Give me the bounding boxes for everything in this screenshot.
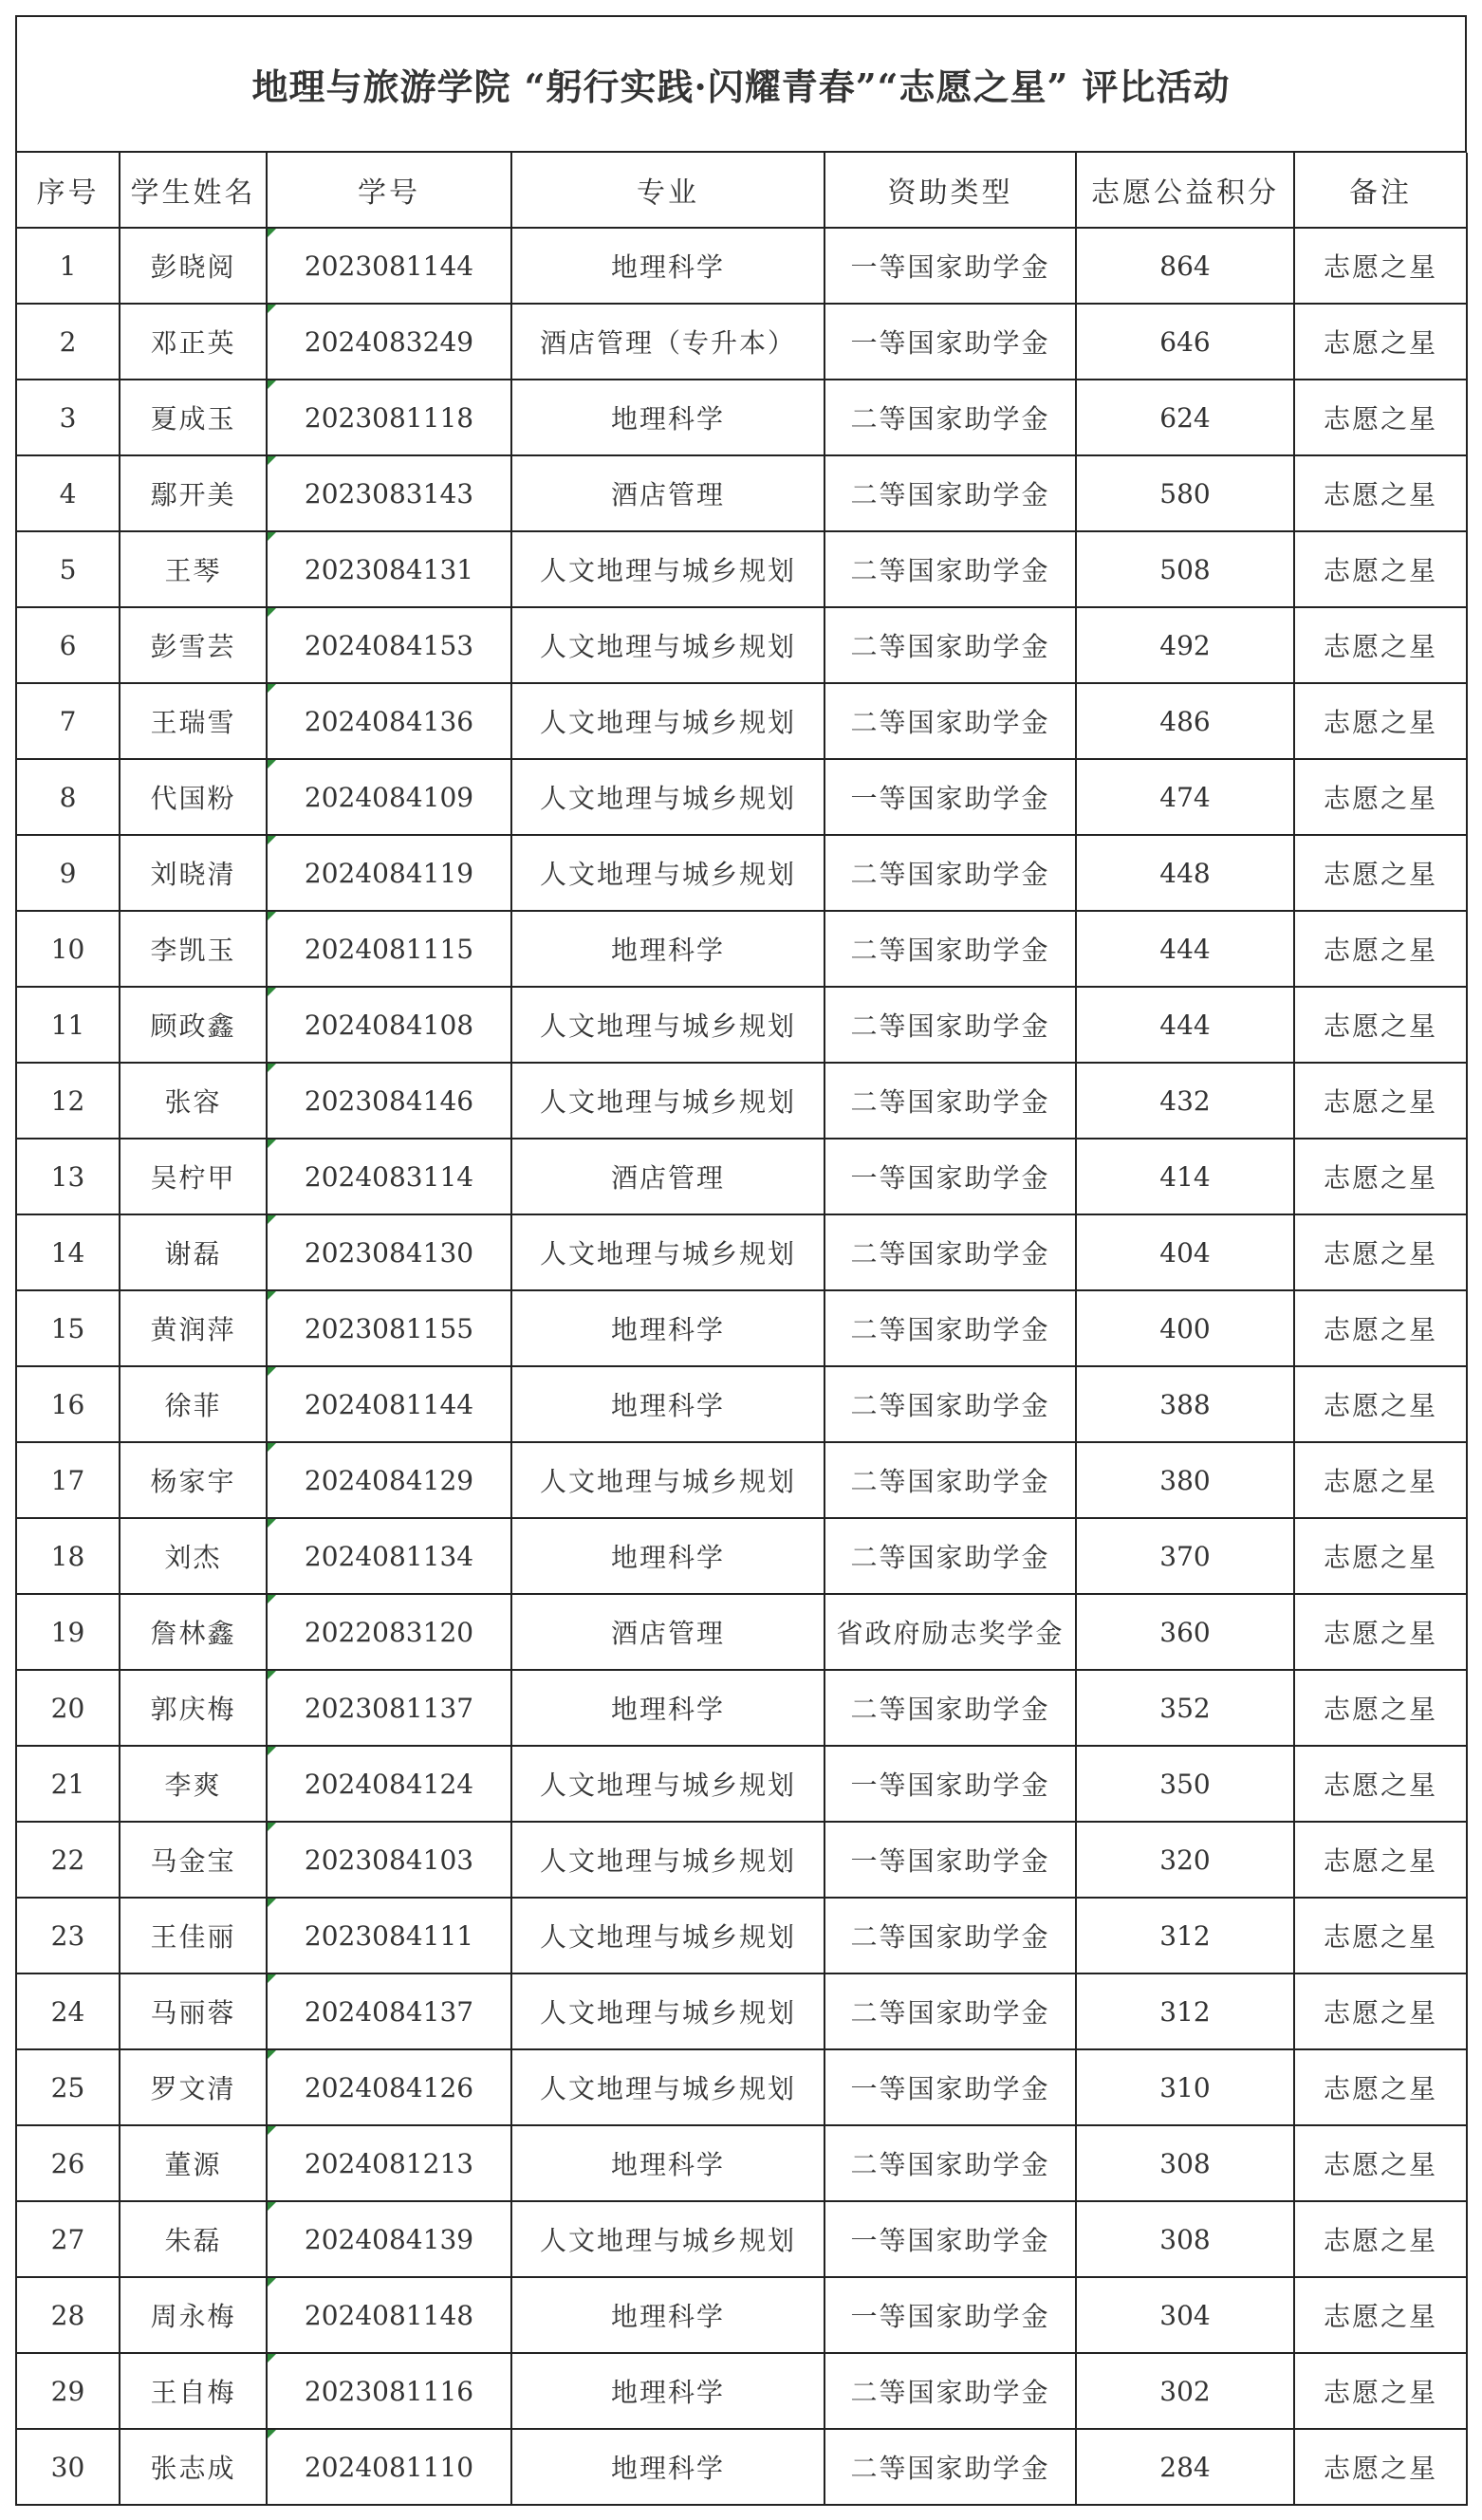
cell-major: 地理科学 <box>511 228 824 304</box>
cell-index: 7 <box>17 683 120 759</box>
cell-remark: 志愿之星 <box>1294 1063 1467 1139</box>
cell-index: 29 <box>17 2353 120 2429</box>
cell-volunteer-points: 492 <box>1076 607 1294 683</box>
cell-remark: 志愿之星 <box>1294 455 1467 531</box>
cell-aid-type: 二等国家助学金 <box>824 2429 1076 2505</box>
cell-index: 13 <box>17 1139 120 1214</box>
cell-index: 21 <box>17 1746 120 1822</box>
cell-volunteer-points: 474 <box>1076 759 1294 835</box>
cell-index: 16 <box>17 1366 120 1442</box>
cell-aid-type: 一等国家助学金 <box>824 2049 1076 2125</box>
cell-student-id: 2024084136 <box>267 683 511 759</box>
cell-volunteer-points: 320 <box>1076 1822 1294 1898</box>
cell-remark: 志愿之星 <box>1294 987 1467 1063</box>
cell-major: 人文地理与城乡规划 <box>511 987 824 1063</box>
cell-aid-type: 二等国家助学金 <box>824 1973 1076 2049</box>
cell-student-id: 2024083114 <box>267 1139 511 1214</box>
cell-student-id: 2024081144 <box>267 1366 511 1442</box>
cell-volunteer-points: 432 <box>1076 1063 1294 1139</box>
cell-aid-type: 二等国家助学金 <box>824 1670 1076 1746</box>
cell-major: 地理科学 <box>511 1366 824 1442</box>
cell-student-name: 王琴 <box>120 531 267 607</box>
cell-remark: 志愿之星 <box>1294 1214 1467 1290</box>
award-list-sheet <box>15 15 1467 2506</box>
cell-remark: 志愿之星 <box>1294 1898 1467 1973</box>
cell-major: 地理科学 <box>511 2429 824 2505</box>
cell-student-name: 马金宝 <box>120 1822 267 1898</box>
cell-student-id: 2023084131 <box>267 531 511 607</box>
cell-index: 23 <box>17 1898 120 1973</box>
cell-student-name: 罗文清 <box>120 2049 267 2125</box>
table-row <box>17 759 1467 835</box>
cell-major: 地理科学 <box>511 1290 824 1366</box>
cell-remark: 志愿之星 <box>1294 1594 1467 1670</box>
cell-index: 19 <box>17 1594 120 1670</box>
cell-index: 1 <box>17 228 120 304</box>
cell-major: 人文地理与城乡规划 <box>511 1822 824 1898</box>
cell-remark: 志愿之星 <box>1294 1518 1467 1594</box>
cell-remark: 志愿之星 <box>1294 2201 1467 2277</box>
cell-student-name: 董源 <box>120 2125 267 2201</box>
cell-remark: 志愿之星 <box>1294 835 1467 911</box>
cell-student-name: 郭庆梅 <box>120 1670 267 1746</box>
cell-index: 26 <box>17 2125 120 2201</box>
cell-major: 地理科学 <box>511 380 824 455</box>
table-row <box>17 1290 1467 1366</box>
table-row <box>17 2201 1467 2277</box>
sheet-title: 地理与旅游学院 “躬行实践·闪耀青春”“志愿之星” 评比活动 <box>17 17 1467 153</box>
cell-aid-type: 一等国家助学金 <box>824 2277 1076 2353</box>
cell-student-id: 2024084139 <box>267 2201 511 2277</box>
cell-aid-type: 二等国家助学金 <box>824 835 1076 911</box>
cell-index: 4 <box>17 455 120 531</box>
cell-aid-type: 省政府励志奖学金 <box>824 1594 1076 1670</box>
table-row <box>17 987 1467 1063</box>
table-row <box>17 1139 1467 1214</box>
cell-volunteer-points: 624 <box>1076 380 1294 455</box>
cell-aid-type: 二等国家助学金 <box>824 1366 1076 1442</box>
cell-index: 20 <box>17 1670 120 1746</box>
cell-student-name: 顾政鑫 <box>120 987 267 1063</box>
cell-index: 2 <box>17 304 120 380</box>
cell-index: 22 <box>17 1822 120 1898</box>
cell-student-id: 2023084111 <box>267 1898 511 1973</box>
cell-student-id: 2024084119 <box>267 835 511 911</box>
cell-student-name: 王瑞雪 <box>120 683 267 759</box>
cell-aid-type: 二等国家助学金 <box>824 911 1076 987</box>
cell-remark: 志愿之星 <box>1294 1442 1467 1518</box>
header-volunteer-points: 志愿公益积分 <box>1076 153 1294 228</box>
cell-student-id: 2024084108 <box>267 987 511 1063</box>
cell-student-id: 2023084103 <box>267 1822 511 1898</box>
cell-index: 9 <box>17 835 120 911</box>
table-row <box>17 835 1467 911</box>
cell-aid-type: 二等国家助学金 <box>824 1442 1076 1518</box>
table-row <box>17 911 1467 987</box>
cell-student-name: 朱磊 <box>120 2201 267 2277</box>
cell-aid-type: 一等国家助学金 <box>824 759 1076 835</box>
cell-index: 24 <box>17 1973 120 2049</box>
cell-student-name: 李凯玉 <box>120 911 267 987</box>
table-row <box>17 455 1467 531</box>
cell-student-name: 马丽蓉 <box>120 1973 267 2049</box>
header-major: 专业 <box>511 153 824 228</box>
cell-volunteer-points: 864 <box>1076 228 1294 304</box>
cell-remark: 志愿之星 <box>1294 380 1467 455</box>
table-row <box>17 1670 1467 1746</box>
cell-remark: 志愿之星 <box>1294 531 1467 607</box>
cell-aid-type: 二等国家助学金 <box>824 607 1076 683</box>
cell-aid-type: 二等国家助学金 <box>824 987 1076 1063</box>
cell-student-id: 2023083143 <box>267 455 511 531</box>
cell-student-id: 2022083120 <box>267 1594 511 1670</box>
cell-major: 酒店管理（专升本） <box>511 304 824 380</box>
cell-aid-type: 二等国家助学金 <box>824 1063 1076 1139</box>
cell-aid-type: 一等国家助学金 <box>824 1746 1076 1822</box>
cell-major: 人文地理与城乡规划 <box>511 835 824 911</box>
cell-major: 地理科学 <box>511 2125 824 2201</box>
cell-volunteer-points: 400 <box>1076 1290 1294 1366</box>
cell-student-name: 吴柠甲 <box>120 1139 267 1214</box>
table-row <box>17 2353 1467 2429</box>
cell-remark: 志愿之星 <box>1294 2429 1467 2505</box>
cell-major: 地理科学 <box>511 2353 824 2429</box>
cell-remark: 志愿之星 <box>1294 1366 1467 1442</box>
table-row <box>17 1746 1467 1822</box>
cell-student-id: 2024081134 <box>267 1518 511 1594</box>
cell-major: 人文地理与城乡规划 <box>511 1442 824 1518</box>
cell-index: 14 <box>17 1214 120 1290</box>
cell-student-name: 周永梅 <box>120 2277 267 2353</box>
table-row <box>17 304 1467 380</box>
table-row <box>17 2277 1467 2353</box>
cell-student-id: 2024081213 <box>267 2125 511 2201</box>
cell-aid-type: 二等国家助学金 <box>824 1290 1076 1366</box>
cell-student-id: 2024084137 <box>267 1973 511 2049</box>
cell-volunteer-points: 486 <box>1076 683 1294 759</box>
cell-student-id: 2024081115 <box>267 911 511 987</box>
award-table <box>17 153 1468 2506</box>
cell-index: 11 <box>17 987 120 1063</box>
cell-student-id: 2024084126 <box>267 2049 511 2125</box>
cell-aid-type: 一等国家助学金 <box>824 304 1076 380</box>
cell-major: 地理科学 <box>511 2277 824 2353</box>
cell-index: 5 <box>17 531 120 607</box>
cell-volunteer-points: 444 <box>1076 911 1294 987</box>
cell-remark: 志愿之星 <box>1294 2277 1467 2353</box>
cell-volunteer-points: 304 <box>1076 2277 1294 2353</box>
table-row <box>17 2049 1467 2125</box>
cell-remark: 志愿之星 <box>1294 1139 1467 1214</box>
cell-remark: 志愿之星 <box>1294 304 1467 380</box>
cell-aid-type: 二等国家助学金 <box>824 1214 1076 1290</box>
cell-student-name: 谢磊 <box>120 1214 267 1290</box>
cell-major: 酒店管理 <box>511 1594 824 1670</box>
cell-volunteer-points: 508 <box>1076 531 1294 607</box>
cell-student-name: 杨家宇 <box>120 1442 267 1518</box>
cell-student-name: 鄢开美 <box>120 455 267 531</box>
table-row <box>17 531 1467 607</box>
cell-student-name: 代国粉 <box>120 759 267 835</box>
cell-student-name: 刘晓清 <box>120 835 267 911</box>
cell-aid-type: 二等国家助学金 <box>824 683 1076 759</box>
cell-student-id: 2024081148 <box>267 2277 511 2353</box>
cell-student-id: 2023081116 <box>267 2353 511 2429</box>
cell-student-name: 徐菲 <box>120 1366 267 1442</box>
cell-aid-type: 二等国家助学金 <box>824 455 1076 531</box>
table-row <box>17 1063 1467 1139</box>
cell-major: 地理科学 <box>511 911 824 987</box>
cell-student-id: 2023084130 <box>267 1214 511 1290</box>
cell-index: 15 <box>17 1290 120 1366</box>
cell-index: 28 <box>17 2277 120 2353</box>
cell-student-name: 王佳丽 <box>120 1898 267 1973</box>
table-header-row <box>17 153 1467 228</box>
cell-volunteer-points: 312 <box>1076 1973 1294 2049</box>
cell-aid-type: 二等国家助学金 <box>824 2125 1076 2201</box>
table-row <box>17 1366 1467 1442</box>
cell-aid-type: 二等国家助学金 <box>824 531 1076 607</box>
cell-volunteer-points: 308 <box>1076 2201 1294 2277</box>
table-row <box>17 2429 1467 2505</box>
cell-volunteer-points: 360 <box>1076 1594 1294 1670</box>
cell-major: 地理科学 <box>511 1670 824 1746</box>
cell-remark: 志愿之星 <box>1294 1822 1467 1898</box>
cell-remark: 志愿之星 <box>1294 1290 1467 1366</box>
cell-aid-type: 二等国家助学金 <box>824 2353 1076 2429</box>
cell-volunteer-points: 388 <box>1076 1366 1294 1442</box>
cell-remark: 志愿之星 <box>1294 759 1467 835</box>
cell-major: 人文地理与城乡规划 <box>511 1063 824 1139</box>
cell-student-name: 刘杰 <box>120 1518 267 1594</box>
table-row <box>17 607 1467 683</box>
header-student-name: 学生姓名 <box>120 153 267 228</box>
cell-volunteer-points: 448 <box>1076 835 1294 911</box>
cell-remark: 志愿之星 <box>1294 911 1467 987</box>
cell-index: 18 <box>17 1518 120 1594</box>
cell-student-id: 2023081155 <box>267 1290 511 1366</box>
cell-student-name: 王自梅 <box>120 2353 267 2429</box>
cell-volunteer-points: 646 <box>1076 304 1294 380</box>
cell-remark: 志愿之星 <box>1294 607 1467 683</box>
cell-major: 酒店管理 <box>511 1139 824 1214</box>
header-student-id: 学号 <box>267 153 511 228</box>
cell-major: 人文地理与城乡规划 <box>511 1898 824 1973</box>
cell-student-name: 夏成玉 <box>120 380 267 455</box>
cell-student-name: 彭雪芸 <box>120 607 267 683</box>
cell-student-id: 2024084124 <box>267 1746 511 1822</box>
cell-index: 3 <box>17 380 120 455</box>
cell-major: 地理科学 <box>511 1518 824 1594</box>
cell-major: 酒店管理 <box>511 455 824 531</box>
cell-major: 人文地理与城乡规划 <box>511 2049 824 2125</box>
cell-student-id: 2024081110 <box>267 2429 511 2505</box>
cell-remark: 志愿之星 <box>1294 228 1467 304</box>
cell-student-id: 2024083249 <box>267 304 511 380</box>
cell-student-id: 2023081118 <box>267 380 511 455</box>
cell-student-name: 李爽 <box>120 1746 267 1822</box>
header-aid-type: 资助类型 <box>824 153 1076 228</box>
cell-remark: 志愿之星 <box>1294 2353 1467 2429</box>
cell-index: 17 <box>17 1442 120 1518</box>
cell-remark: 志愿之星 <box>1294 1746 1467 1822</box>
table-row <box>17 1822 1467 1898</box>
cell-volunteer-points: 414 <box>1076 1139 1294 1214</box>
cell-aid-type: 二等国家助学金 <box>824 1518 1076 1594</box>
table-row <box>17 1973 1467 2049</box>
cell-volunteer-points: 380 <box>1076 1442 1294 1518</box>
table-row <box>17 1898 1467 1973</box>
table-row <box>17 1518 1467 1594</box>
cell-major: 人文地理与城乡规划 <box>511 2201 824 2277</box>
cell-student-name: 詹林鑫 <box>120 1594 267 1670</box>
cell-volunteer-points: 308 <box>1076 2125 1294 2201</box>
cell-student-id: 2023081137 <box>267 1670 511 1746</box>
cell-index: 25 <box>17 2049 120 2125</box>
header-remark: 备注 <box>1294 153 1467 228</box>
cell-student-id: 2023081144 <box>267 228 511 304</box>
cell-aid-type: 一等国家助学金 <box>824 1139 1076 1214</box>
cell-student-name: 黄润萍 <box>120 1290 267 1366</box>
cell-aid-type: 二等国家助学金 <box>824 1898 1076 1973</box>
header-index: 序号 <box>17 153 120 228</box>
cell-remark: 志愿之星 <box>1294 683 1467 759</box>
table-row <box>17 1594 1467 1670</box>
cell-volunteer-points: 352 <box>1076 1670 1294 1746</box>
cell-student-id: 2024084153 <box>267 607 511 683</box>
cell-aid-type: 一等国家助学金 <box>824 1822 1076 1898</box>
table-row <box>17 380 1467 455</box>
cell-student-name: 张志成 <box>120 2429 267 2505</box>
cell-student-name: 彭晓阅 <box>120 228 267 304</box>
table-row <box>17 1214 1467 1290</box>
cell-volunteer-points: 302 <box>1076 2353 1294 2429</box>
cell-student-id: 2023084146 <box>267 1063 511 1139</box>
table-row <box>17 2125 1467 2201</box>
cell-student-name: 邓正英 <box>120 304 267 380</box>
cell-major: 人文地理与城乡规划 <box>511 759 824 835</box>
cell-major: 人文地理与城乡规划 <box>511 1973 824 2049</box>
cell-student-id: 2024084129 <box>267 1442 511 1518</box>
cell-volunteer-points: 404 <box>1076 1214 1294 1290</box>
cell-index: 10 <box>17 911 120 987</box>
cell-student-name: 张容 <box>120 1063 267 1139</box>
table-row <box>17 228 1467 304</box>
cell-major: 人文地理与城乡规划 <box>511 607 824 683</box>
table-row <box>17 683 1467 759</box>
cell-remark: 志愿之星 <box>1294 1670 1467 1746</box>
cell-volunteer-points: 444 <box>1076 987 1294 1063</box>
cell-volunteer-points: 350 <box>1076 1746 1294 1822</box>
cell-index: 12 <box>17 1063 120 1139</box>
table-row <box>17 1442 1467 1518</box>
cell-volunteer-points: 312 <box>1076 1898 1294 1973</box>
cell-volunteer-points: 310 <box>1076 2049 1294 2125</box>
cell-volunteer-points: 284 <box>1076 2429 1294 2505</box>
cell-index: 27 <box>17 2201 120 2277</box>
cell-aid-type: 一等国家助学金 <box>824 2201 1076 2277</box>
cell-index: 8 <box>17 759 120 835</box>
cell-major: 人文地理与城乡规划 <box>511 1746 824 1822</box>
cell-major: 人文地理与城乡规划 <box>511 683 824 759</box>
cell-major: 人文地理与城乡规划 <box>511 1214 824 1290</box>
cell-aid-type: 二等国家助学金 <box>824 380 1076 455</box>
cell-remark: 志愿之星 <box>1294 1973 1467 2049</box>
cell-volunteer-points: 370 <box>1076 1518 1294 1594</box>
cell-volunteer-points: 580 <box>1076 455 1294 531</box>
cell-remark: 志愿之星 <box>1294 2049 1467 2125</box>
cell-index: 30 <box>17 2429 120 2505</box>
cell-index: 6 <box>17 607 120 683</box>
cell-aid-type: 一等国家助学金 <box>824 228 1076 304</box>
cell-student-id: 2024084109 <box>267 759 511 835</box>
cell-remark: 志愿之星 <box>1294 2125 1467 2201</box>
cell-major: 人文地理与城乡规划 <box>511 531 824 607</box>
